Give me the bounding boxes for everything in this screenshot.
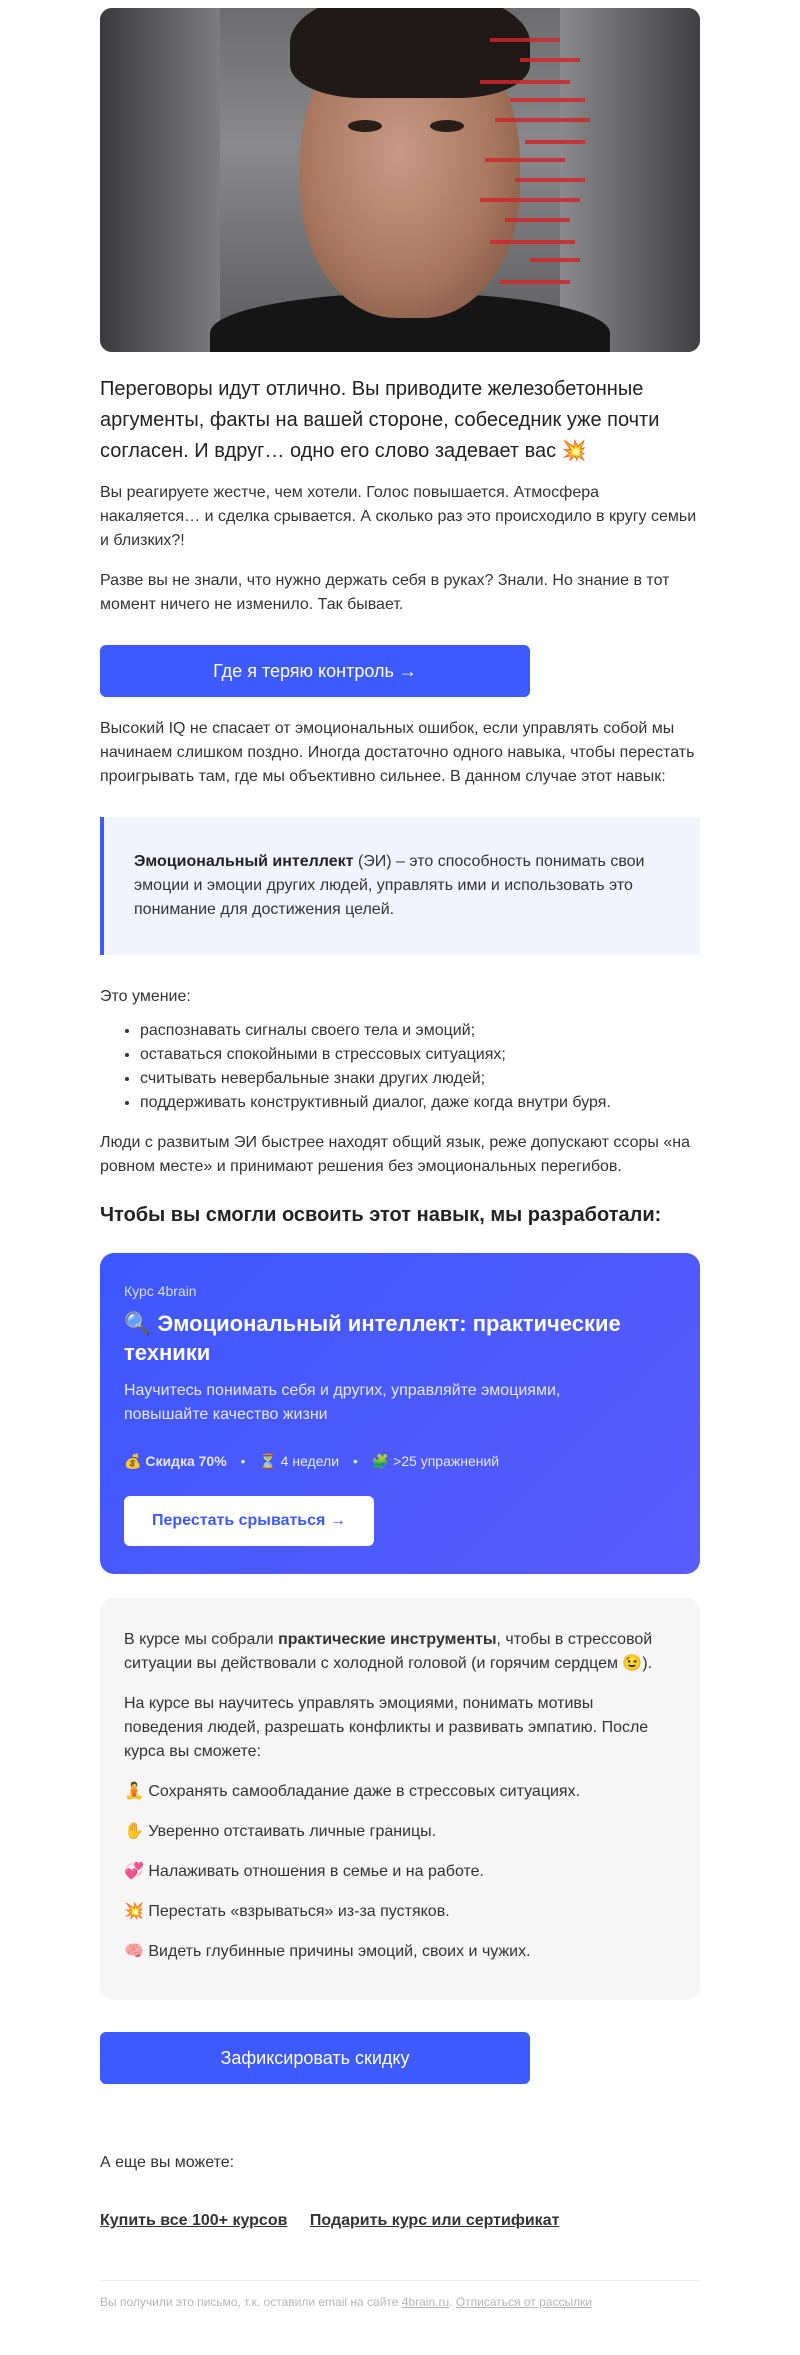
meta-separator: • [352,1453,358,1469]
hero-image [100,8,700,352]
intro-headline: Переговоры идут отлично. Вы приводите железобетонные аргументы, факты на вашей стороне, собеседник уже почти согласен. И вдруг… одно его слово задевает вас 💥 [100,378,660,462]
footer-divider [100,2280,700,2281]
hero-eye-right [430,120,464,132]
list-item: • распознавать сигналы своего тела и эмоций; [140,1019,700,1043]
more-options-text: А еще вы можете: [100,2154,235,2171]
benefits-box [100,1598,700,2000]
course-exercises: >25 упражнений [393,1453,500,1469]
glitch-effect [480,18,590,318]
unsubscribe-link[interactable]: Отписаться от рассылки [455,2295,593,2309]
email-container [100,0,700,2309]
puzzle-icon: 🧩 [371,1453,390,1469]
definition-text: (ЭИ) – это способность понимать свои эмоции и эмоции других людей, управлять ими и использовать это понимание для достижения целей. [134,853,645,918]
footer [100,2295,700,2309]
benefits-paragraph-1 [124,1628,676,1676]
gift-course-link[interactable]: Подарить курс или сертификат [309,2212,560,2229]
list-item: • оставаться спокойными в стрессовых ситуациях; [140,1043,700,1067]
benefit-item: ✋ Уверенно отстаивать личные границы. [124,1823,437,1840]
hero-bg-left [100,8,220,352]
course-card [100,1253,700,1574]
course-meta [124,1453,676,1470]
benefits-text: В курсе мы собрали [124,1631,279,1648]
benefits-text: , чтобы в стрессовой ситуации вы действовали с холодной головой (и горячим сердцем 😉). [124,1631,653,1672]
list-item: • поддерживать конструктивный диалог, даже когда внутри буря. [140,1091,700,1115]
course-duration: 4 недели [280,1453,340,1469]
course-discount: Скидка 70% [145,1453,227,1469]
benefits-highlight: практические инструменты [278,1631,497,1648]
section-title: Чтобы вы смогли освоить этот навык, мы разработали: [100,1204,662,1226]
site-link[interactable]: 4brain.ru [401,2295,450,2309]
benefit-item: 💥 Перестать «взрываться» из-за пустяков. [124,1903,450,1920]
lose-control-button[interactable]: Где я теряю контроль → [100,645,530,697]
footer-text: Вы получили это письмо, т.к. оставили email на сайте [100,2295,402,2309]
hourglass-icon: ⏳ [259,1453,277,1469]
benefits-paragraph-2: На курсе вы научитесь управлять эмоциями, понимать мотивы поведения людей, разрешать конфликты и развивать эмпатию. После курса вы сможете: [124,1695,649,1760]
course-description: Научитесь понимать себя и других, управляйте эмоциями, повышайте качество жизни [124,1382,561,1423]
iq-paragraph: Высокий IQ не спасает от эмоциональных ошибок, если управлять собой мы начинаем слишком поздно. Иногда достаточно одного навыка, чтобы перестать проигрывать там, где мы объективно сильнее. В данном случае этот навык: [100,720,695,785]
more-links [100,2212,700,2230]
course-label: Курс 4brain [124,1283,197,1299]
benefit-item: 💞 Налаживать отношения в семье и на работе. [124,1863,484,1880]
hero-eye-left [348,120,382,132]
definition-term: Эмоциональный интеллект [134,853,354,870]
definition-quote [100,817,700,955]
benefit-item: 🧘 Сохранять самообладание даже в стрессовых ситуациях. [124,1783,581,1800]
stop-breaking-button[interactable]: Перестать срываться → [124,1496,374,1546]
intro-paragraph-1: Вы реагируете жестче, чем хотели. Голос повышается. Атмосфера накаляется… и сделка срывается. А сколько раз это происходило в кругу семьи и близких?! [100,484,697,549]
list-item: • считывать невербальные знаки других людей; [140,1067,700,1091]
money-icon: 💰 [124,1453,142,1469]
skills-list [100,1019,700,1115]
skills-intro: Это умение: [100,988,191,1005]
footer-text: . [449,2295,456,2309]
lock-discount-button[interactable]: Зафиксировать скидку [100,2032,530,2084]
skills-outro: Люди с развитым ЭИ быстрее находят общий язык, реже допускают ссоры «на ровном месте» и принимают решения без эмоциональных перегибов. [100,1134,690,1175]
meta-separator: • [240,1453,246,1469]
course-title: 🔍 Эмоциональный интеллект: практические техники [124,1311,621,1365]
buy-all-courses-link[interactable]: Купить все 100+ курсов [100,2212,288,2229]
benefit-item: 🧠 Видеть глубинные причины эмоций, своих и чужих. [124,1943,531,1960]
intro-paragraph-2: Разве вы не знали, что нужно держать себя в руках? Знали. Но знание в тот момент ничего не изменило. Так бывает. [100,572,670,613]
